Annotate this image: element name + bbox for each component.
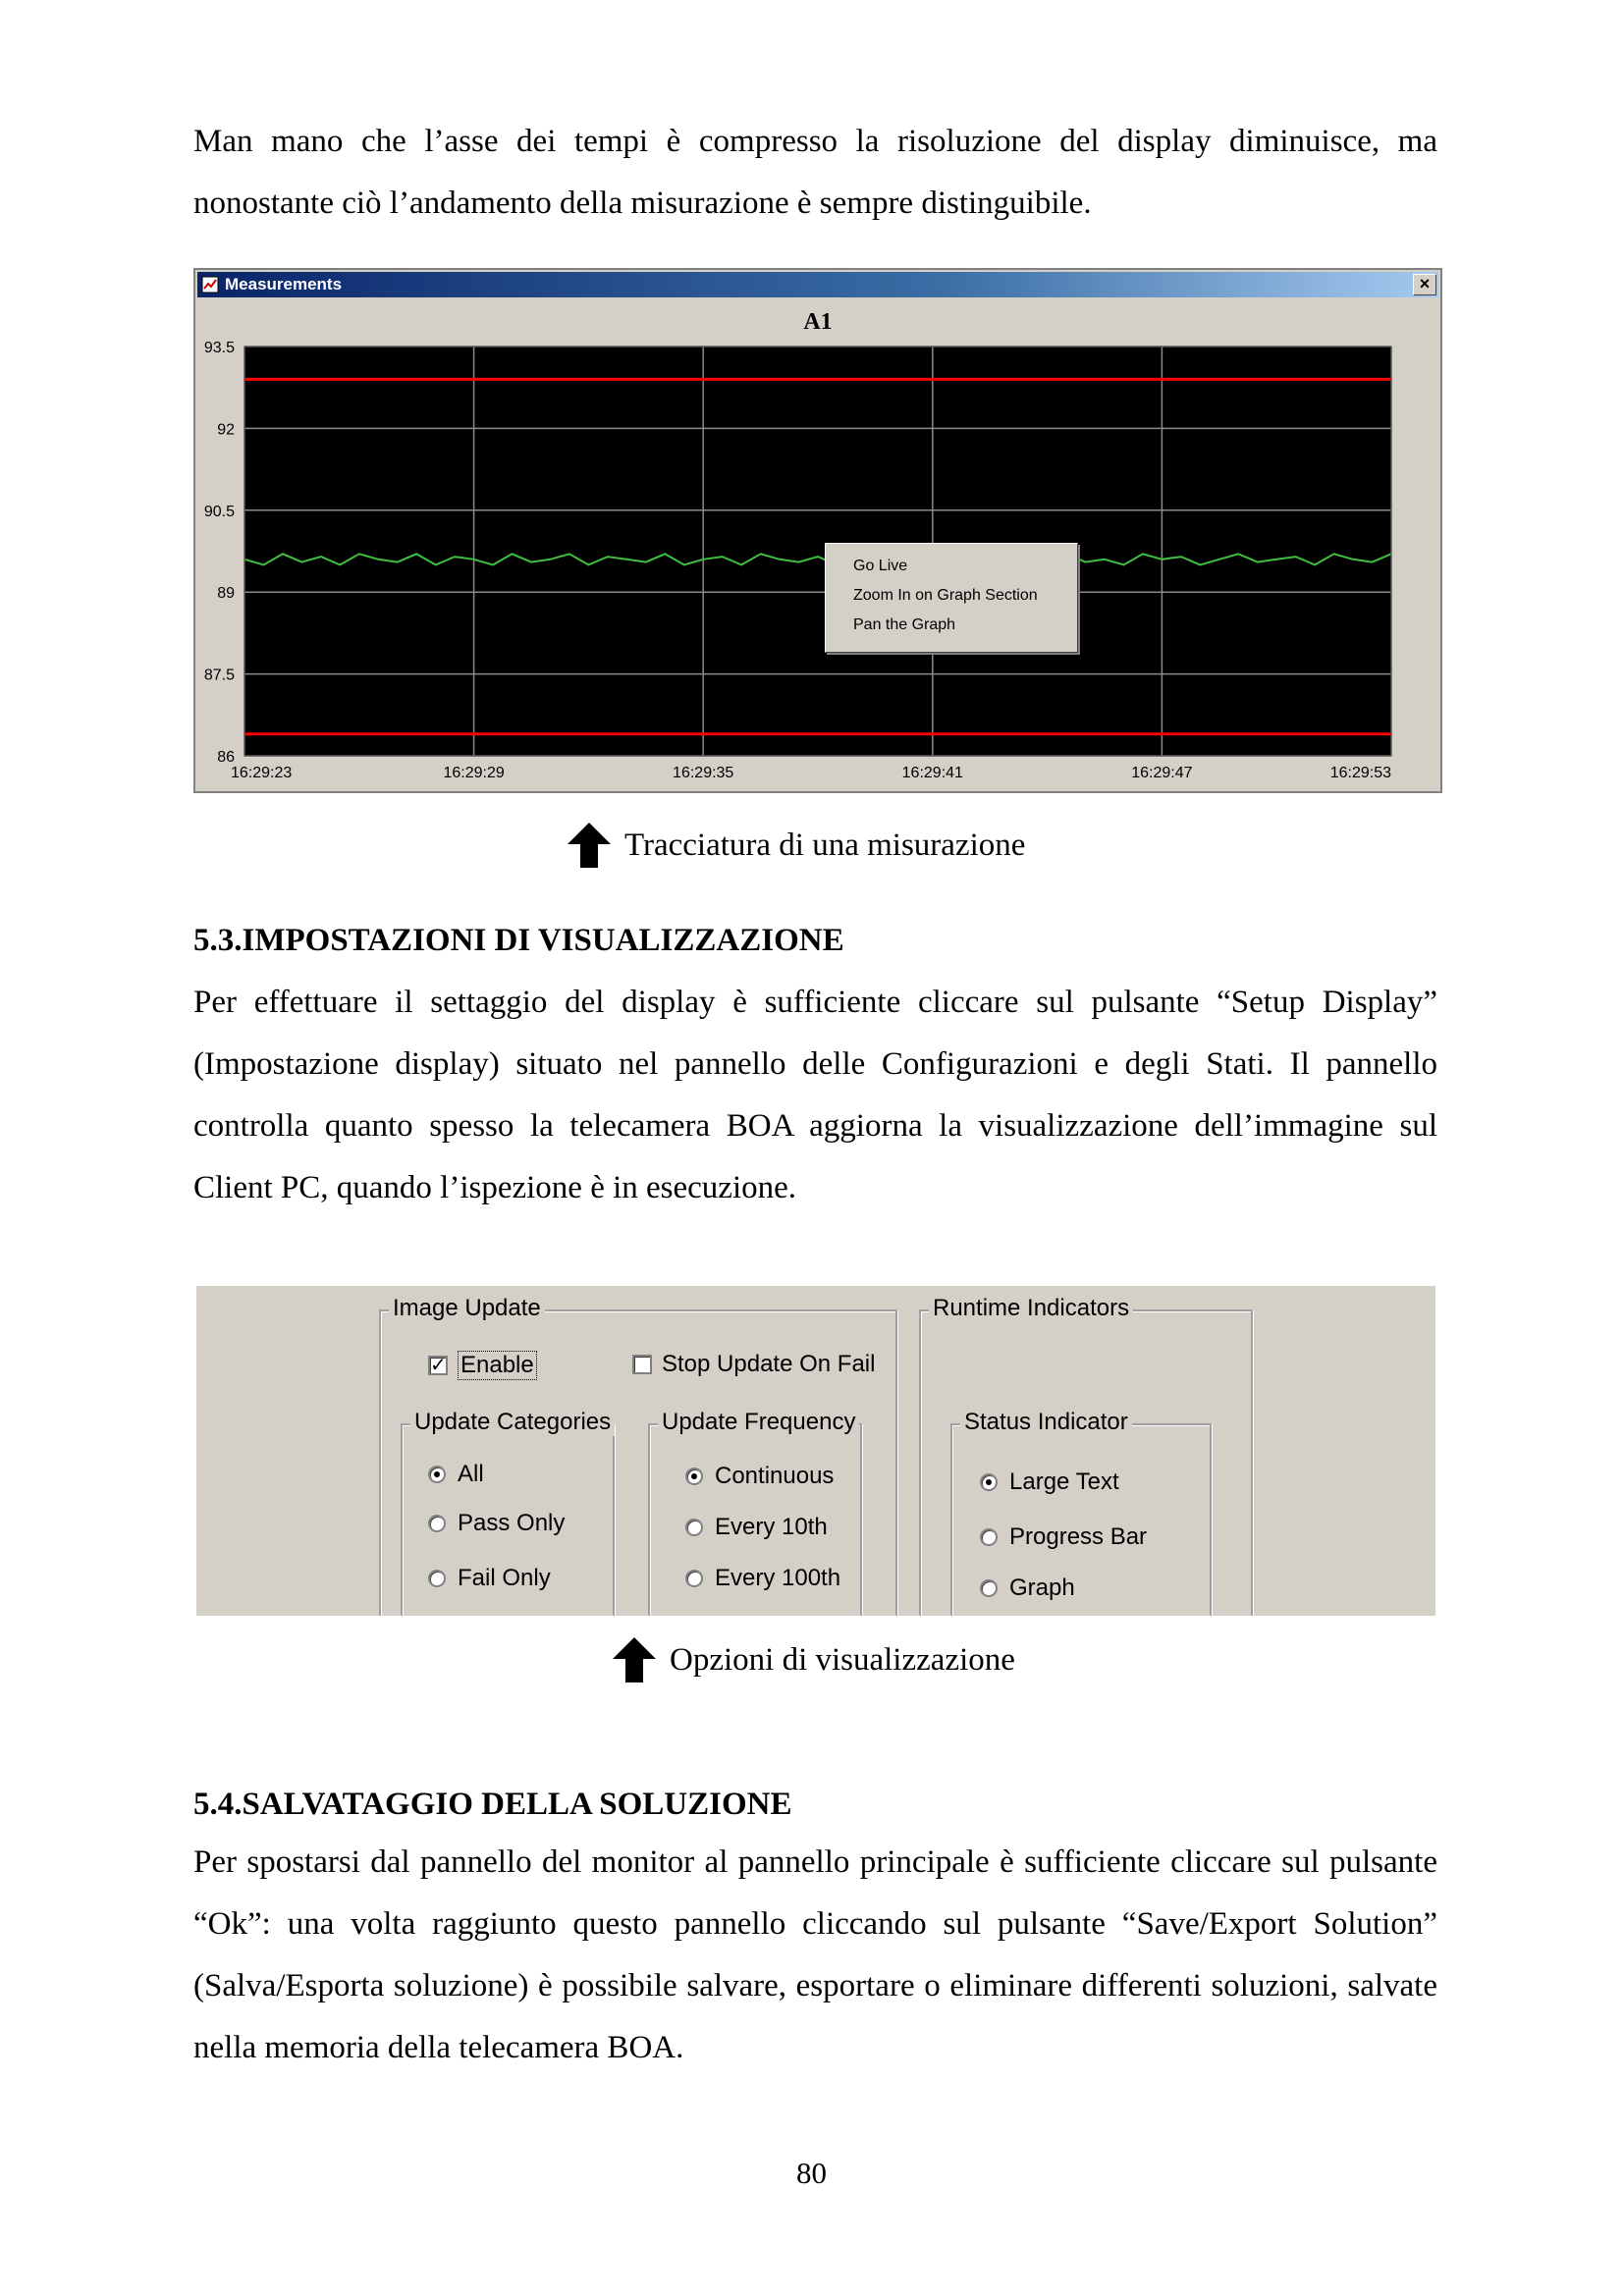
option-label: Pass Only	[458, 1510, 566, 1536]
option-label: Graph	[1009, 1575, 1075, 1601]
option-label: Progress Bar	[1009, 1523, 1148, 1550]
radio-dot	[685, 1468, 703, 1485]
stop-update-label: Stop Update On Fail	[662, 1351, 876, 1377]
section-5-3-paragraph: Per effettuare il settaggio del display è sufficiente cliccare sul pulsante “Setup Display” (Impostazione display) situato nel pannello delle Configurazioni e degli Stati. Il pannello controlla quanto spesso la telecamera BOA aggiorna la visualizzazione dell’immagine sul Client PC, quando l’ispezione è in esecuzione.	[193, 985, 1437, 1205]
enable-check-icon: ✓	[430, 1355, 447, 1376]
radio-dot	[428, 1570, 446, 1587]
up-arrow-icon	[613, 1637, 656, 1682]
radio-dot	[980, 1579, 998, 1597]
y-tick-label: 93.5	[203, 340, 235, 356]
plot-area	[244, 347, 1391, 756]
x-tick-label: 16:29:23	[231, 765, 293, 781]
option-label: Continuous	[715, 1463, 835, 1489]
intro-paragraph: Man mano che l’asse dei tempi è compresso la risoluzione del display diminuisce, ma nonostante ciò l’andamento della misurazione è sempre distinguibile.	[193, 124, 1437, 221]
measurements-window	[193, 268, 1442, 793]
menu-item-go-live[interactable]: Go Live	[853, 558, 908, 574]
window-titlebar	[197, 272, 1438, 297]
y-tick-label: 87.5	[203, 667, 235, 684]
image-update-label: Image Update	[389, 1295, 545, 1322]
option-label: Every 10th	[715, 1514, 828, 1540]
radio-dot	[980, 1473, 998, 1491]
x-tick-label: 16:29:35	[673, 765, 734, 781]
update-categories-label: Update Categories	[410, 1409, 615, 1436]
radio-category-all[interactable]	[428, 1461, 484, 1488]
caption-text: Opzioni di visualizzazione	[670, 1642, 1015, 1678]
section-heading-5-4: 5.4.SALVATAGGIO DELLA SOLUZIONE	[193, 1787, 792, 1822]
radio-dot	[685, 1519, 703, 1536]
radio-dot	[685, 1570, 703, 1587]
section-heading-5-3: 5.3.IMPOSTAZIONI DI VISUALIZZAZIONE	[193, 923, 844, 958]
graph-context-menu	[825, 543, 1078, 653]
chart-title: A1	[803, 309, 833, 335]
stop-update-check-box	[632, 1355, 652, 1374]
update-frequency-label: Update Frequency	[658, 1409, 859, 1436]
runtime-indicators-label: Runtime Indicators	[929, 1295, 1133, 1322]
status-indicator-label: Status Indicator	[960, 1409, 1132, 1436]
window-title: Measurements	[225, 275, 343, 294]
x-tick-label: 16:29:41	[901, 765, 963, 781]
caption-text: Tracciatura di una misurazione	[624, 828, 1026, 863]
menu-item-pan-graph[interactable]: Pan the Graph	[853, 616, 956, 633]
radio-frequency-every-100th[interactable]	[685, 1565, 840, 1592]
x-tick-label: 16:29:29	[443, 765, 505, 781]
page-number: 80	[796, 2156, 827, 2190]
y-tick-label: 90.5	[203, 503, 235, 520]
option-label: Fail Only	[458, 1565, 551, 1591]
y-tick-label: 86	[217, 749, 235, 766]
x-tick-label: 16:29:47	[1131, 765, 1193, 781]
figure-caption-2	[613, 1637, 1015, 1682]
radio-dot	[980, 1528, 998, 1546]
radio-frequency-continuous[interactable]	[685, 1463, 834, 1490]
radio-status-progress-bar[interactable]	[980, 1523, 1147, 1551]
option-label: All	[458, 1461, 484, 1487]
stop-update-checkbox[interactable]	[632, 1351, 875, 1378]
display-settings-panel	[196, 1286, 1435, 1616]
enable-label: Enable	[458, 1351, 537, 1380]
radio-status-graph[interactable]	[980, 1575, 1075, 1602]
radio-dot	[428, 1515, 446, 1532]
y-tick-label: 92	[217, 421, 235, 439]
option-label: Every 100th	[715, 1565, 841, 1591]
x-tick-label: 16:29:53	[1329, 765, 1391, 781]
radio-category-fail-only[interactable]	[428, 1565, 551, 1592]
figure-caption-1	[568, 823, 1025, 868]
up-arrow-icon	[568, 823, 611, 868]
measurement-chart	[195, 270, 1440, 791]
radio-status-large-text[interactable]	[980, 1468, 1119, 1496]
option-label: Large Text	[1009, 1468, 1119, 1495]
radio-dot	[428, 1466, 446, 1483]
window-app-icon	[201, 276, 219, 294]
radio-category-pass-only[interactable]	[428, 1510, 565, 1537]
radio-frequency-every-10th[interactable]	[685, 1514, 828, 1541]
menu-item-zoom-in[interactable]: Zoom In on Graph Section	[853, 587, 1038, 604]
close-button[interactable]: ×	[1413, 274, 1436, 295]
enable-checkbox[interactable]	[428, 1351, 537, 1380]
y-tick-label: 89	[217, 585, 235, 603]
section-5-4-paragraph: Per spostarsi dal pannello del monitor al pannello principale è sufficiente cliccare sul pulsante “Ok”: una volta raggiunto questo pannello cliccando sul pulsante “Save/Export Solution” (Salva/Esporta soluzione) è possibile salvare, esportare o eliminare differenti soluzioni, salvate nella memoria della telecamera BOA.	[193, 1844, 1437, 2065]
